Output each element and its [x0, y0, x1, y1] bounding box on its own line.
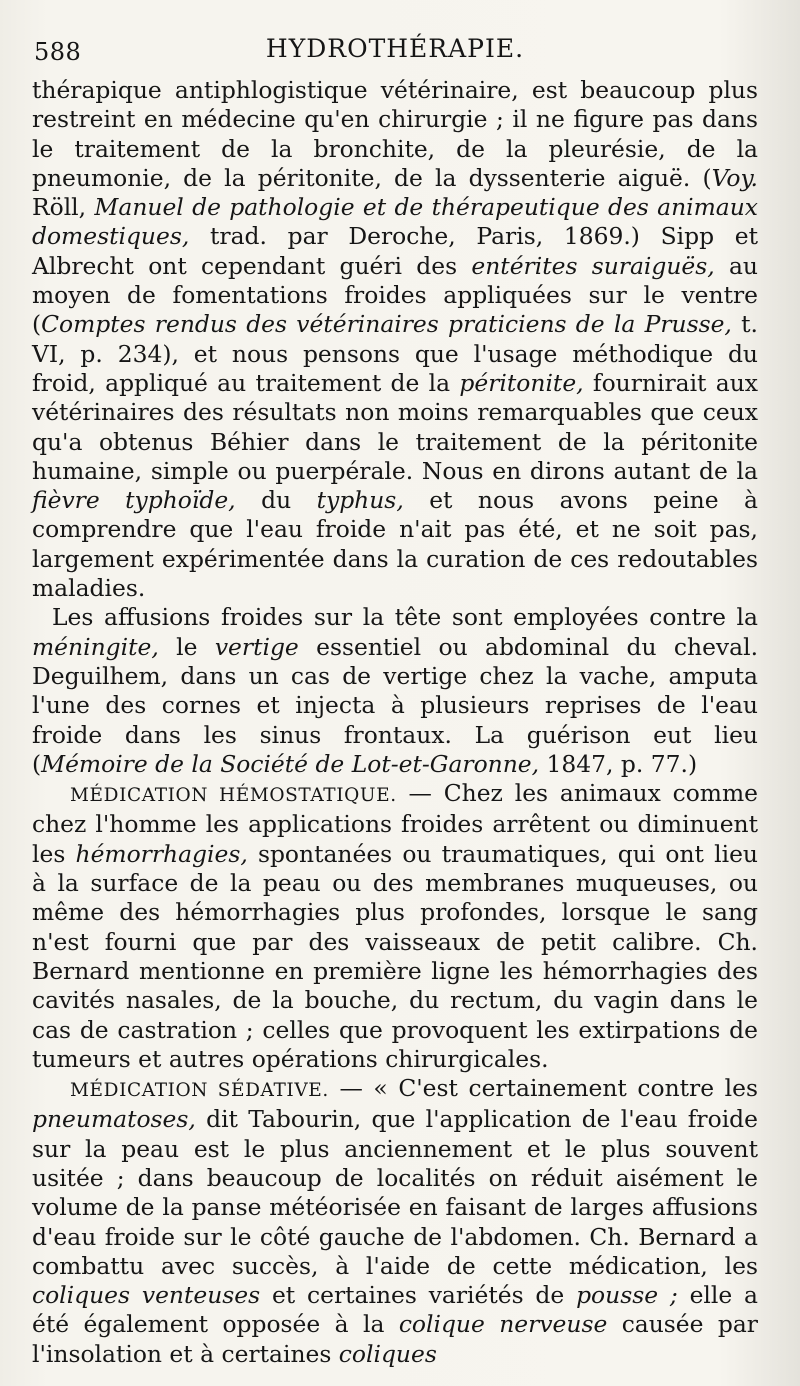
text-run: 1847, p. 77.): [539, 749, 698, 778]
paragraph: [32, 779, 758, 1074]
body-text: [32, 76, 758, 1369]
italic-text: vertige: [214, 632, 299, 661]
page-header: [30, 30, 760, 70]
text-run: fournirait aux vétérinaires des résultats non moins remarquables que ceux qu'a obtenus Béhier dans le traitement de la péritonite humaine, simple ou puerpérale. Nous en dirons autant de la: [32, 368, 758, 485]
paragraph: [32, 1074, 758, 1369]
italic-text: typhus,: [316, 486, 404, 515]
text-run: le: [158, 632, 215, 661]
text-run: et certaines variétés de: [260, 1281, 577, 1310]
italic-text: pneumatoses,: [32, 1105, 196, 1134]
italic-text: coliques: [338, 1339, 437, 1368]
italic-text: méningite,: [32, 632, 159, 661]
italic-text: Manuel de pathologie et de thérapeutique des animaux domestiques,: [32, 193, 759, 251]
text-run: — « C'est certainement contre les: [328, 1074, 758, 1103]
italic-text: coliques venteuses: [32, 1281, 261, 1310]
text-run: essentiel ou abdominal du cheval. Deguilhem, dans un cas de vertige chez la vache, amputa l'une des cornes et injecta à plusieurs reprises de l'eau froide dans les sinus frontaux. La guérison eut lieu (: [32, 632, 758, 778]
paragraph: [32, 76, 758, 603]
text-run: Les affusions froides sur la tête sont employées contre la: [52, 603, 758, 632]
text-run: elle a été également opposée à la: [32, 1281, 758, 1339]
text-run: et nous avons peine à comprendre que l'eau froide n'ait pas été, et ne soit pas, largement expérimentée dans la curation de ces redoutables maladies.: [32, 486, 758, 603]
text-run: t. VI, p. 234), et nous pensons que l'usage méthodique du froid, appliqué au traitement de la: [32, 310, 758, 397]
paragraph: [32, 603, 758, 779]
page-number: 588: [34, 38, 82, 66]
italic-text: Mémoire de la Société de Lot-et-Garonne,: [41, 749, 540, 778]
running-title: HYDROTHÉRAPIE.: [265, 34, 525, 63]
section-heading: MÉDICATION SÉDATIVE.: [70, 1080, 329, 1102]
text-run: — Chez les animaux comme chez l'homme les applications froides arrêtent ou diminuent les: [32, 779, 758, 868]
italic-text: colique nerveuse: [398, 1310, 608, 1339]
italic-text: péritonite,: [459, 368, 584, 397]
text-run: spontanées ou traumatiques, qui ont lieu à la surface de la peau ou des membranes muqueuses, ou même des hémorrhagies plus profondes, lorsque le sang n'est fourni que par des vaisseaux de petit calibre. Ch. Bernard mentionne en première ligne les hémorrhagies des cavités nasales, de la bouche, du rectum, du vagin dans le cas de castration ; celles que provoquent les extirpations de tumeurs et autres opérations chirurgicales.: [32, 839, 758, 1073]
text-run: causée par l'insolation et à certaines: [32, 1310, 758, 1368]
italic-text: fièvre typhoïde,: [32, 486, 236, 515]
section-heading: MÉDICATION HÉMOSTATIQUE.: [70, 785, 397, 807]
italic-text: hémorrhagies,: [75, 839, 248, 868]
italic-text: pousse ;: [576, 1281, 678, 1310]
text-run: Röll,: [32, 193, 95, 222]
text-run: du: [235, 486, 317, 515]
text-run: dit Tabourin, que l'application de l'eau froide sur la peau est le plus anciennement et le plus souvent usitée ; dans beaucoup de localités on réduit aisément le volume de la panse météorisée en faisant de larges affusions d'eau froide sur le côté gauche de l'abdomen. Ch. Bernard a combattu avec succès, à l'aide de cette médication, les: [32, 1105, 758, 1280]
text-run: thérapique antiphlogistique vétérinaire, est beaucoup plus restreint en médecine qu'en chirurgie ; il ne figure pas dans le traitement de la bronchite, de la pleurésie, de la pneumonie, de la péritonite, de la dyssenterie aiguë. (: [32, 76, 758, 192]
italic-text: entérites suraiguës,: [471, 251, 715, 280]
italic-text: Comptes rendus des vétérinaires praticiens de la Prusse,: [41, 310, 732, 339]
italic-text: Voy.: [711, 163, 758, 192]
text-run: au moyen de fomentations froides appliquées sur le ventre (: [32, 251, 758, 339]
text-run: trad. par Deroche, Paris, 1869.) Sipp et Albrecht ont cependant guéri des: [32, 222, 758, 280]
